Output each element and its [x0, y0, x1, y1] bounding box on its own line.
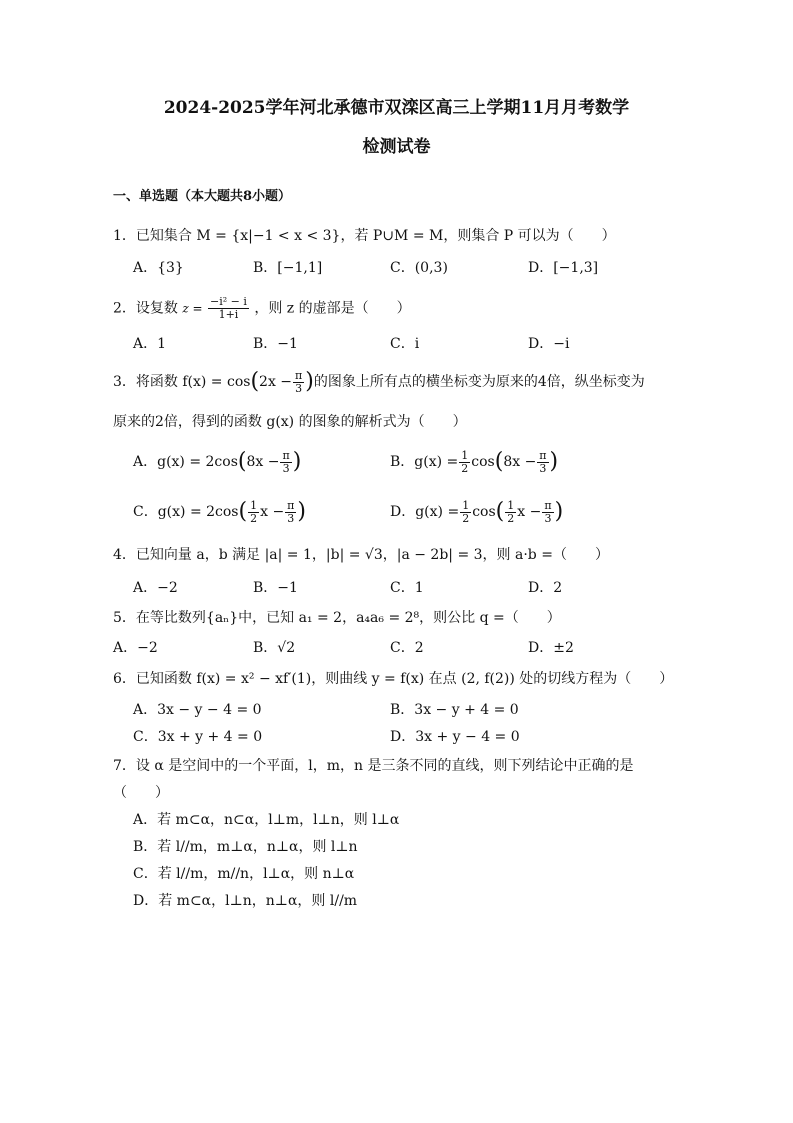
section-header-single-choice: 一、单选题（本大题共8小题） — [113, 189, 292, 204]
question-2-prefix: 2．设复数 — [113, 300, 178, 317]
two-denominator: 2 — [507, 511, 515, 525]
question-5-option-c: C．2 — [390, 640, 424, 656]
three-denominator: 3 — [295, 381, 303, 395]
option-d-coef — [460, 500, 471, 525]
question-2-fraction — [208, 296, 249, 321]
paren-left: ( — [237, 449, 247, 474]
question-7-option-d: D．若 m⊂α，l⊥n，n⊥α，则 l//m — [133, 893, 358, 909]
question-5-option-d: D．±2 — [528, 640, 574, 656]
question-5-option-a: A．−2 — [113, 640, 158, 656]
question-3-option-a — [133, 448, 301, 476]
question-7-paren: （ ） — [113, 785, 169, 801]
question-7-option-a: A．若 m⊂α，n⊂α，l⊥m，l⊥n，则 l⊥α — [133, 812, 400, 828]
two-denominator: 2 — [462, 511, 470, 525]
option-d-prefix: D．g(x) = — [390, 504, 460, 520]
paren-right: ) — [549, 449, 559, 474]
option-b-arg: 8x − — [503, 454, 537, 470]
pi-numerator: π — [295, 368, 303, 382]
paren-left: ( — [238, 499, 248, 524]
question-3-suffix: 的图象上所有点的横坐标变为原来的4倍，纵坐标变为 — [313, 374, 645, 390]
option-d-fraction — [542, 500, 553, 525]
three-denominator: 3 — [287, 511, 295, 525]
three-denominator: 3 — [539, 461, 547, 475]
question-2-option-c: C．i — [390, 336, 420, 352]
question-3-fraction — [293, 370, 304, 395]
pi-numerator: π — [544, 498, 552, 512]
question-2-stem — [113, 296, 411, 321]
question-7-stem: 7．设 α 是空间中的一个平面，l，m，n 是三条不同的直线，则下列结论中正确的是 — [113, 758, 634, 774]
question-4-stem: 4．已知向量 a，b 满足 |a| = 1，|b| = √3，|a − 2b| = 3，则 a·b =（ ） — [113, 547, 609, 563]
question-3-option-d — [390, 498, 563, 526]
pi-numerator: π — [287, 498, 295, 512]
option-c-arg: x − — [260, 504, 285, 520]
question-2-z: z = — [182, 301, 203, 316]
question-3-option-c — [133, 498, 306, 526]
question-7-option-b: B．若 l//m，m⊥α，n⊥α，则 l⊥n — [133, 839, 358, 855]
question-5-stem: 5．在等比数列{aₙ}中，已知 a₁ = 2，a₄a₆ = 2⁸，则公比 q =（ ） — [113, 610, 561, 626]
question-1-option-c: C．(0,3) — [390, 260, 448, 276]
option-d-arg: x − — [517, 504, 542, 520]
question-2-denominator: 1+i — [218, 308, 239, 321]
two-denominator: 2 — [461, 461, 469, 475]
document-title-line1: 2024-2025学年河北承德市双滦区高三上学期11月月考数学 — [163, 98, 630, 118]
question-7-option-c: C．若 l//m，m//n，l⊥α，则 n⊥α — [133, 866, 355, 882]
question-4-option-d: D．2 — [528, 580, 563, 596]
question-3-arg: 2x − — [259, 374, 293, 390]
question-3-prefix: 3．将函数 f(x) = cos — [113, 374, 251, 390]
question-6-option-b: B．3x − y + 4 = 0 — [390, 702, 519, 718]
question-1-option-b: B．[−1,1] — [253, 260, 323, 276]
option-a-fraction — [280, 450, 291, 475]
option-a-prefix: A．g(x) = 2cos — [133, 454, 238, 470]
one-numerator: 1 — [250, 498, 258, 512]
pi-numerator: π — [282, 448, 290, 462]
question-2-option-a: A．1 — [133, 336, 167, 352]
paren-right: ) — [554, 499, 564, 524]
question-5-option-b: B．√2 — [253, 640, 296, 656]
question-2-numerator: −i² − i — [210, 295, 247, 308]
option-b-cos: cos — [471, 454, 495, 470]
question-3-option-b — [390, 448, 558, 476]
option-b-fraction — [537, 450, 548, 475]
paren-right: ) — [292, 449, 302, 474]
question-6-option-d: D．3x + y − 4 = 0 — [390, 729, 520, 745]
option-c-prefix: C．g(x) = 2cos — [133, 504, 239, 520]
question-2-option-b: B．−1 — [253, 336, 298, 352]
question-4-option-a: A．−2 — [133, 580, 178, 596]
option-a-arg: 8x − — [246, 454, 280, 470]
paren-left: ( — [494, 449, 504, 474]
question-6-option-c: C．3x + y + 4 = 0 — [133, 729, 263, 745]
question-1-option-d: D．[−1,3] — [528, 260, 599, 276]
question-6-option-a: A．3x − y − 4 = 0 — [133, 702, 262, 718]
question-3-stem — [113, 368, 645, 396]
one-numerator: 1 — [507, 498, 515, 512]
option-b-prefix: B．g(x) = — [390, 454, 459, 470]
question-2-suffix: ，则 z 的虚部是（ ） — [254, 300, 411, 317]
question-2-option-d: D．−i — [528, 336, 570, 352]
three-denominator: 3 — [282, 461, 290, 475]
two-denominator: 2 — [250, 511, 258, 525]
pi-numerator: π — [539, 448, 547, 462]
paren-right: ) — [297, 499, 306, 524]
question-6-stem: 6．已知函数 f(x) = x² − xf′(1)，则曲线 y = f(x) 在点 (2, f(2)) 处的切线方程为（ ） — [113, 671, 674, 687]
document-title-line2: 检测试卷 — [362, 137, 431, 157]
one-numerator: 1 — [462, 498, 470, 512]
option-c-fraction — [285, 500, 296, 525]
question-1-option-a: A．{3} — [133, 260, 184, 276]
question-3-stem-line2: 原来的2倍，得到的函数 g(x) 的图象的解析式为（ ） — [113, 414, 467, 430]
paren-left: ( — [250, 369, 260, 394]
option-d-half — [505, 500, 516, 525]
three-denominator: 3 — [544, 511, 552, 525]
one-numerator: 1 — [461, 448, 469, 462]
paren-right: ) — [305, 369, 314, 394]
option-b-coef — [459, 450, 470, 475]
question-4-option-c: C．1 — [390, 580, 424, 596]
question-1-stem: 1．已知集合 M = {x|−1 < x < 3}，若 P∪M = M，则集合 P 可以为（ ） — [113, 228, 616, 244]
option-c-half — [248, 500, 259, 525]
option-d-cos: cos — [472, 504, 496, 520]
paren-left: ( — [495, 499, 505, 524]
question-4-option-b: B．−1 — [253, 580, 298, 596]
